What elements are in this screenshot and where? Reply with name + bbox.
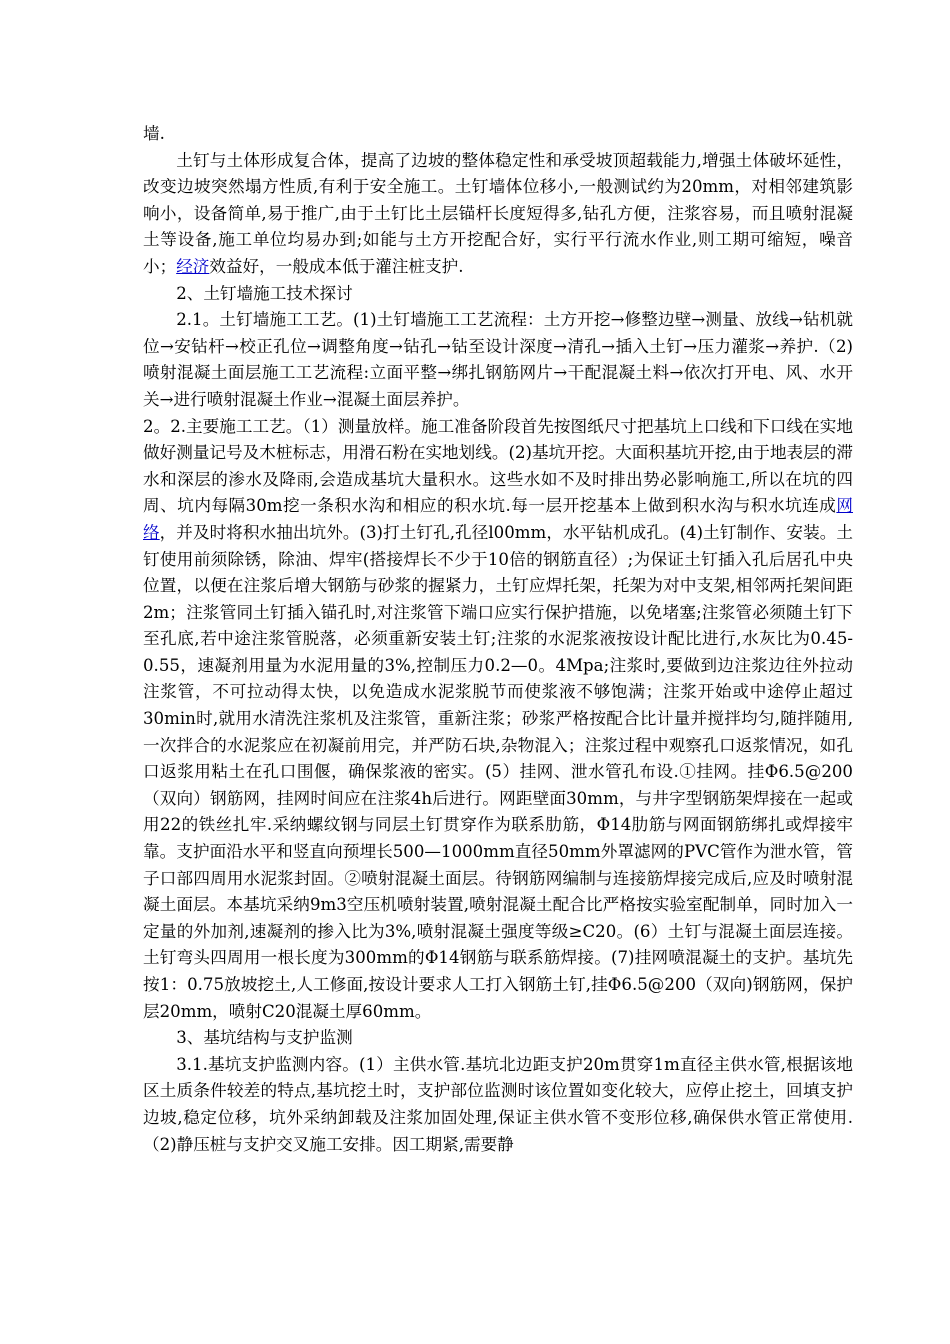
heading-text: 3、基坑结构与支护监测 bbox=[176, 1028, 353, 1048]
link-economy[interactable]: 经济 bbox=[176, 256, 210, 276]
text-run: 墙. bbox=[143, 124, 165, 143]
paragraph-fragment bbox=[143, 121, 853, 148]
text-run: 2。2.主要施工工艺。（1）测量放样。施工准备阶段首先按图纸尺寸把基坑上口线和下口线在实地做好测量记号及木桩标志，用滑石粉在实地划线。(2)基坑开挖。大面积基坑开挖,由于地表层的滞水和深层的渗水及降雨,会造成基坑大量积水。这些水如不及时排出势必影响施工,所以在坑的四周、坑内每隔30m挖一条积水沟和相应的积水坑.每一层开挖基本上做到积水沟与积水坑连成 bbox=[143, 416, 853, 516]
text-run: 3.1.基坑支护监测内容。(1）主供水管.基坑北边距支护20m贯穿1m直径主供水管,根据该地区土质条件较差的特点,基坑挖土时，支护部位监测时该位置如变化较大，应停止挖土，回填支护边坡,稳定位移，坑外采纳卸载及注浆加固处理,保证主供水管不变形位移,确保供水管正常使用.（2)静压桩与支护交叉施工安排。因工期紧,需要静 bbox=[143, 1054, 853, 1154]
text-run: 土钉与土体形成复合体，提高了边坡的整体稳定性和承受坡顶超载能力,增强土体破坏延性，改变边坡突然塌方性质,有利于安全施工。土钉墙体位移小,一般测试约为20mm，对相邻建筑影响小，设备简单,易于推广,由于土钉比土层锚杆长度短得多,钻孔方便，注浆容易，而且喷射混凝土等设备,施工单位均易办到;如能与土方开挖配合好，实行平行流水作业,则工期可缩短，噪音小； bbox=[143, 150, 853, 276]
heading-text: 2、土钉墙施工技术探讨 bbox=[176, 283, 353, 303]
section-heading-3 bbox=[143, 1025, 853, 1052]
link-network[interactable]: 网络 bbox=[143, 496, 853, 542]
text-run: 效益好，一般成本低于灌注桩支护. bbox=[209, 256, 464, 276]
document-page bbox=[143, 121, 853, 1158]
paragraph-soil-nail-advantages bbox=[143, 148, 853, 281]
paragraph-2-1-process bbox=[143, 307, 853, 413]
section-heading-2 bbox=[143, 281, 853, 308]
text-run: ，并及时将积水抽出坑外。(3)打土钉孔,孔径l00mm，水平钻机成孔。(4)土钉制作、安装。土钉使用前须除锈，除油、焊牢(搭接焊长不少于10倍的钢筋直径）;为保证土钉插入孔后居孔中央位置，以便在注浆后增大钢筋与砂浆的握紧力，土钉应焊托架，托架为对中支架,相邻两托架间距2m；注浆管同土钉插入锚孔时,对注浆管下端口应实行保护措施，以免堵塞;注浆管必须随土钉下至孔底,若中途注浆管脱落，必须重新安装土钉;注浆的水泥浆液按设计配比进行,水灰比为0.45-0.55，速凝剂用量为水泥用量的3%,控制压力0.2—0。4Mpa;注浆时,要做到边注浆边往外拉动注浆管，不可拉动得太快，以免造成水泥浆脱节而使浆液不够饱满；注浆开始或中途停止超过30min时,就用水清洗注浆机及注浆管，重新注浆；砂浆严格按配合比计量并搅拌均匀,随拌随用,一次拌合的水泥浆应在初凝前用完，并严防石块,杂物混入；注浆过程中观察孔口返浆情况，如孔口返浆用粘土在孔口围偃，确保浆液的密实。(5）挂网、泄水管孔布设.①挂网。挂Φ6.5@200（双向）钢筋网，挂网时间应在注浆4h后进行。网距壁面30mm，与井字型钢筋架焊接在一起或用22的铁丝扎牢.采纳螺纹钢与同层土钉贯穿作为联系肋筋，Φ14肋筋与网面钢筋绑扎或焊接牢靠。支护面沿水平和竖直向预埋长500—1000mm直径50mm外罩滤网的PVC管作为泄水管，管子口部四周用水泥浆封固。②喷射混凝土面层。待钢筋网编制与连接筋焊接完成后,应及时喷射混凝土面层。本基坑采纳9m3空压机喷射装置,喷射混凝土配合比严格按实验室配制单，同时加入一定量的外加剂,速凝剂的掺入比为3%,喷射混凝土强度等级≥C20。(6）土钉与混凝土面层连接。土钉弯头四周用一根长度为300mm的Φ14钢筋与联系筋焊接。(7)挂网喷混凝土的支护。基坑先按1：0.75放坡挖土,人工修面,按设计要求人工打入钢筋土钉,挂Φ6.5@200（双向)钢筋网，保护层20mm，喷射C20混凝土厚60mm。 bbox=[143, 522, 853, 1021]
paragraph-3-1-monitoring bbox=[143, 1052, 853, 1158]
paragraph-2-2-main-process bbox=[143, 414, 853, 1026]
text-run: 2.1。土钉墙施工工艺。(1)土钉墙施工工艺流程：土方开挖→修整边壁→测量、放线→钻机就位→安钻杆→校正孔位→调整角度→钻孔→钻至设计深度→清孔→插入土钉→压力灌浆→养护.（2)喷射混凝土面层施工工艺流程:立面平整→绑扎钢筋网片→干配混凝土料→依次打开电、风、水开关→进行喷射混凝土作业→混凝土面层养护。 bbox=[143, 310, 853, 409]
